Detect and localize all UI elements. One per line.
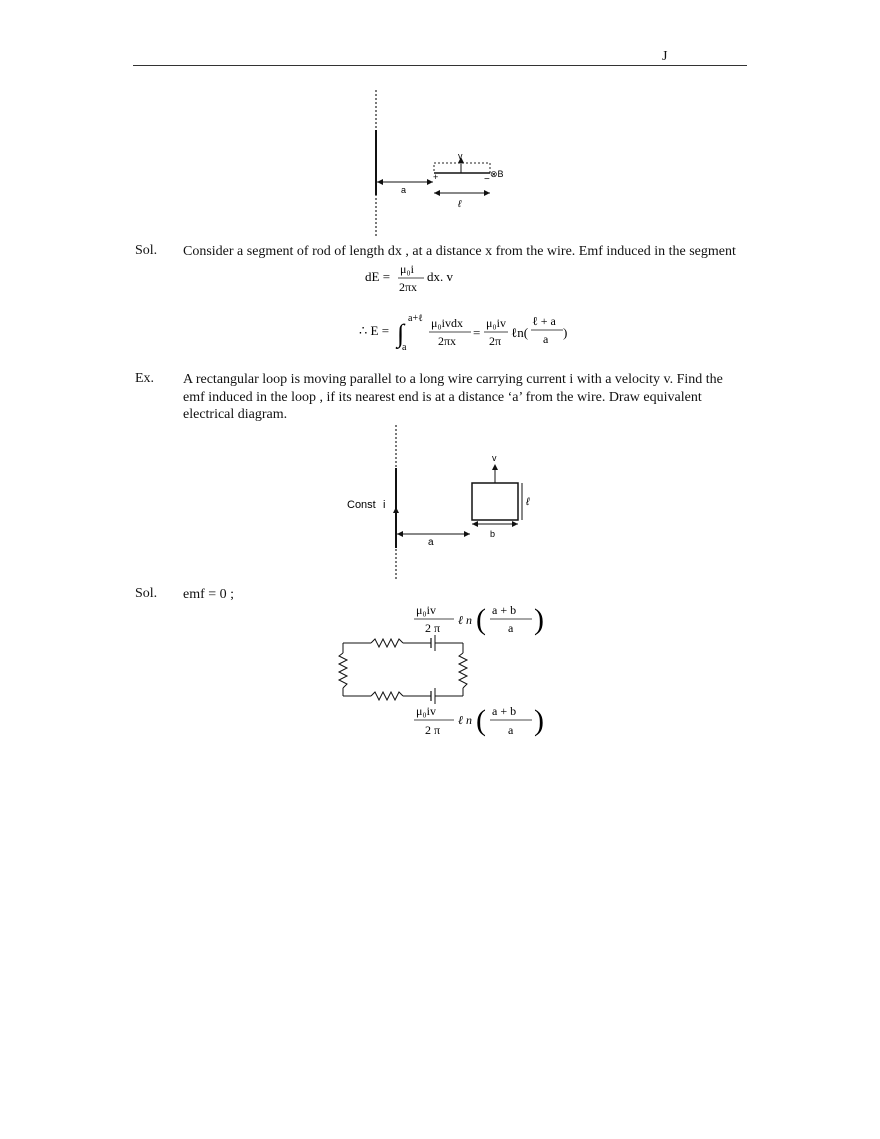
arrowhead-right bbox=[484, 190, 490, 196]
emf-bottom-denominator: 2 π bbox=[425, 723, 441, 737]
distance-a-label: a bbox=[401, 185, 407, 195]
current-arrowhead bbox=[393, 507, 399, 513]
minus-sign: − bbox=[484, 174, 490, 185]
emf-bottom-numerator: μ₀iv bbox=[416, 704, 436, 718]
bottom-resistor bbox=[371, 692, 403, 700]
paren-open: ( bbox=[476, 603, 486, 636]
frac1-den: 2πx bbox=[438, 334, 457, 348]
arrowhead-left bbox=[397, 531, 403, 537]
solution-text: emf = 0 ; bbox=[183, 587, 235, 602]
example-line: A rectangular loop is moving parallel to a long wire carrying current i with a velocity v. Find the bbox=[183, 372, 723, 387]
emf-top-numerator: μ₀iv bbox=[416, 603, 436, 617]
velocity-arrowhead bbox=[492, 464, 498, 470]
emf-top-ln: ℓ n bbox=[458, 613, 472, 627]
plus-sign: + bbox=[433, 172, 439, 182]
example-line: electrical diagram. bbox=[183, 407, 288, 422]
current-label: i bbox=[383, 499, 386, 511]
equation-dE bbox=[360, 258, 500, 298]
frac3-den: a bbox=[543, 332, 549, 346]
arrowhead-left bbox=[377, 179, 383, 185]
integral-sign: ∫ bbox=[397, 319, 405, 348]
emf-bottom-ln: ℓ n bbox=[458, 713, 472, 727]
eq-denominator: 2πx bbox=[399, 280, 418, 294]
loop-near-wire-diagram bbox=[340, 423, 540, 583]
distance-a-label: a bbox=[428, 537, 434, 548]
eq-lhs: dE = bbox=[365, 269, 391, 284]
magnetic-field-label: ⊗B bbox=[490, 169, 504, 179]
top-resistor bbox=[371, 639, 403, 647]
arrowhead-left bbox=[472, 521, 478, 527]
frac3-num: ℓ + a bbox=[532, 314, 556, 328]
page-header-letter: J bbox=[662, 49, 668, 64]
length-label: ℓ bbox=[526, 496, 530, 508]
solution-label: Sol. bbox=[135, 243, 158, 258]
equals-sign: = bbox=[473, 325, 481, 340]
rectangular-loop bbox=[472, 483, 518, 520]
emf-bottom-numerator2: a + b bbox=[492, 704, 517, 718]
emf-top-denominator2: a bbox=[508, 621, 514, 635]
solution-label: Sol. bbox=[135, 586, 158, 601]
example-line: emf induced in the loop , if its nearest end is at a distance ‘a’ from the wire. Draw equivalent bbox=[183, 389, 702, 405]
paren-open: ( bbox=[476, 704, 486, 737]
close-paren: ) bbox=[563, 325, 568, 340]
velocity-label: v bbox=[458, 151, 463, 161]
emf-top-numerator2: a + b bbox=[492, 603, 517, 617]
emf-top-denominator: 2 π bbox=[425, 621, 441, 635]
rod-dotted-box bbox=[434, 163, 490, 173]
arrowhead-right bbox=[464, 531, 470, 537]
eq-numerator: μ₀i bbox=[400, 262, 414, 276]
header-rule bbox=[133, 65, 747, 66]
const-label: Const bbox=[347, 499, 376, 511]
paren-close: ) bbox=[534, 603, 544, 636]
log-symbol: ℓn( bbox=[511, 325, 529, 340]
velocity-label: v bbox=[492, 453, 497, 463]
arrowhead-right bbox=[512, 521, 518, 527]
integral-upper: a+ℓ bbox=[408, 313, 423, 324]
frac2-den: 2π bbox=[489, 334, 502, 348]
paren-close: ) bbox=[534, 704, 544, 737]
integral-lower: a bbox=[402, 342, 407, 353]
example-text bbox=[183, 371, 753, 424]
rod-near-wire-diagram bbox=[350, 85, 530, 240]
frac1-num: μ₀ivdx bbox=[431, 316, 463, 330]
width-label: b bbox=[490, 529, 496, 539]
eq-therefore: ∴ E = bbox=[359, 323, 390, 338]
arrowhead-left bbox=[434, 190, 440, 196]
equivalent-circuit-diagram bbox=[335, 598, 550, 740]
eq-rest: dx. v bbox=[427, 269, 453, 284]
length-label: ℓ bbox=[458, 199, 462, 210]
example-label: Ex. bbox=[135, 371, 155, 386]
frac2-num: μ₀iv bbox=[486, 316, 506, 330]
solution-text: Consider a segment of rod of length dx , at a distance x from the wire. Emf induced in the segment bbox=[183, 244, 736, 259]
equation-E bbox=[355, 308, 585, 354]
emf-bottom-denominator2: a bbox=[508, 723, 514, 737]
